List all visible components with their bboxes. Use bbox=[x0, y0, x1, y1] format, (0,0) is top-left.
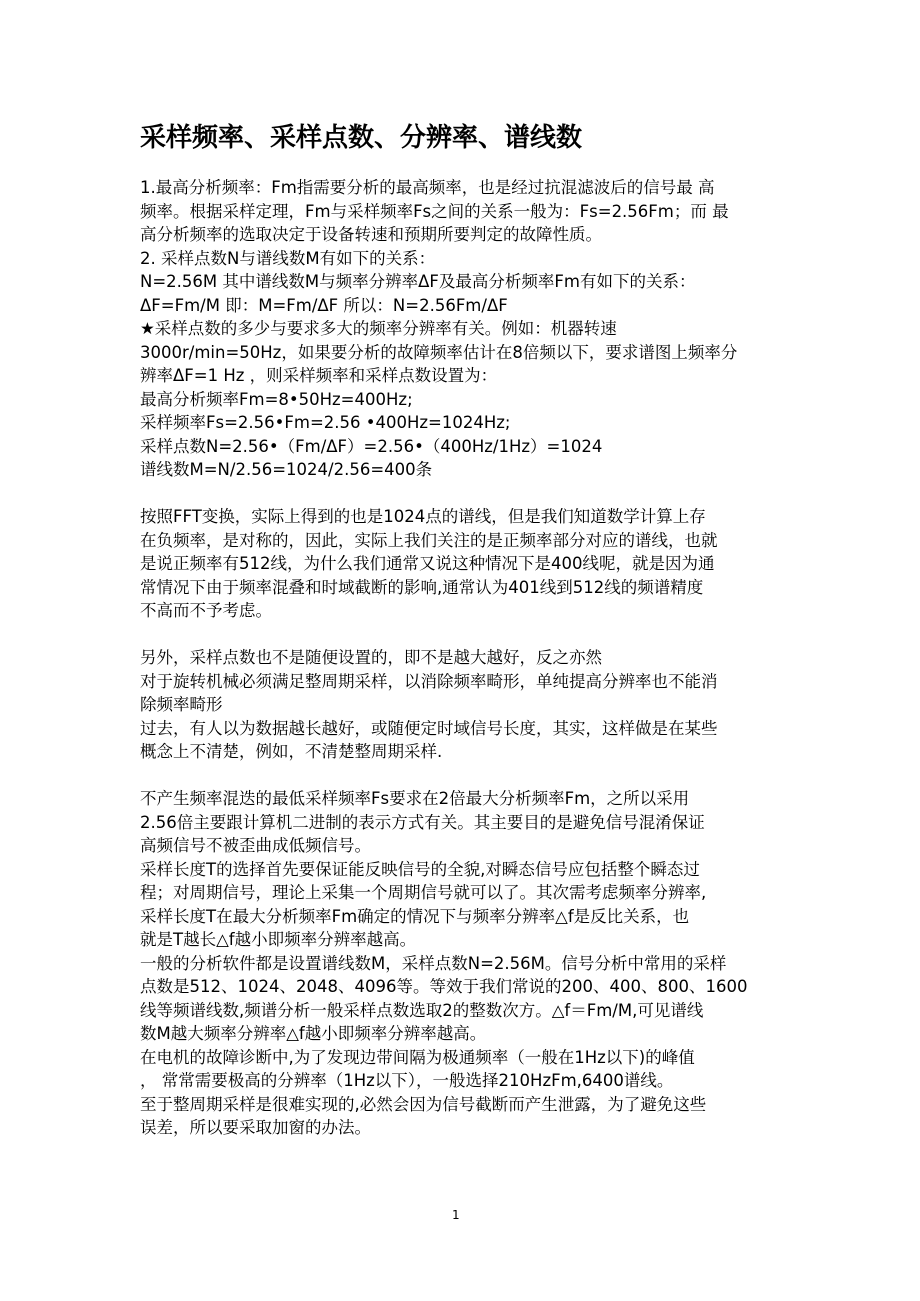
text-line: 过去，有人以为数据越长越好，或随便定时域信号长度，其实，这样做是在某些 bbox=[140, 718, 718, 738]
text-line: 辨率ΔF=1 Hz ，则采样频率和采样点数设置为： bbox=[140, 366, 498, 385]
text-line: 3000r/min=50Hz，如果要分析的故障频率估计在8倍频以下，要求谱图上频率分 bbox=[140, 342, 738, 362]
text-line: 程；对周期信号，理论上采集一个周期信号就可以了。其次需考虑频率分辨率, bbox=[140, 883, 707, 902]
text-line: 最高分析频率Fm=8•50Hz=400Hz; bbox=[140, 389, 413, 409]
text-line: 高频信号不被歪曲成低频信号。 bbox=[140, 836, 371, 855]
text-line: 线等频谱线数,频谱分析一般采样点数选取2的整数次方。△f＝Fm/M,可见谱线 bbox=[140, 1000, 704, 1020]
body-paragraphs bbox=[140, 176, 785, 1140]
text-line: 点数是512、1024、2048、4096等。等效于我们常说的200、400、800、1600 bbox=[140, 977, 748, 996]
paragraph-gap bbox=[140, 482, 785, 506]
text-line: 对于旋转机械必须满足整周期采样，以消除频率畸形，单纯提高分辨率也不能消 bbox=[140, 671, 718, 691]
text-line: N=2.56M 其中谱线数M与频率分辨率ΔF及最高分析频率Fm有如下的关系： bbox=[140, 272, 696, 291]
text-line: 就是T越长△f越小即频率分辨率越高。 bbox=[140, 930, 417, 949]
paragraph-gap bbox=[140, 764, 785, 788]
text-line: 一般的分析软件都是设置谱线数M，采样点数N=2.56M。信号分析中常用的采样 bbox=[140, 953, 727, 973]
text-line: 1.最高分析频率：Fm指需要分析的最高频率，也是经过抗混滤波后的信号最 高 bbox=[140, 178, 715, 197]
text-line: 不高而不予考虑。 bbox=[140, 601, 272, 620]
page-number: 1 bbox=[452, 1208, 460, 1222]
text-line: 数M越大频率分辨率△f越小即频率分辨率越高。 bbox=[140, 1024, 487, 1043]
text-line: ， 常常需要极高的分辨率（1Hz以下），一般选择210HzFm,6400谱线。 bbox=[140, 1071, 674, 1090]
text-line: 是说正频率有512线，为什么我们通常又说这种情况下是400线呢，就是因为通 bbox=[140, 554, 715, 573]
text-line: ΔF=Fm/M 即：M=Fm/ΔF 所以：N=2.56Fm/ΔF bbox=[140, 295, 508, 315]
text-line: 采样频率Fs=2.56•Fm=2.56 •400Hz=1024Hz; bbox=[140, 413, 511, 432]
text-line: 至于整周期采样是很难实现的,必然会因为信号截断而产生泄露，为了避免这些 bbox=[140, 1094, 707, 1114]
text-line: ★采样点数的多少与要求多大的频率分辨率有关。例如：机器转速 bbox=[140, 319, 617, 338]
text-line: 2.56倍主要跟计算机二进制的表示方式有关。其主要目的是避免信号混淆保证 bbox=[140, 812, 705, 832]
text-line: 误差，所以要采取加窗的办法。 bbox=[140, 1118, 371, 1137]
text-line: 采样点数N=2.56•（Fm/ΔF）=2.56•（400Hz/1Hz）=1024 bbox=[140, 436, 603, 456]
page-title: 采样频率、采样点数、分辨率、谱线数 bbox=[140, 123, 583, 153]
text-line: 概念上不清楚，例如，不清楚整周期采样. bbox=[140, 742, 443, 761]
paragraph-gap bbox=[140, 623, 785, 647]
text-line: 不产生频率混迭的最低采样频率Fs要求在2倍最大分析频率Fm，之所以采用 bbox=[140, 789, 690, 808]
text-line: 高分析频率的选取决定于设备转速和预期所要判定的故障性质。 bbox=[140, 225, 602, 244]
text-line: 常情况下由于频率混叠和时域截断的影响,通常认为401线到512线的频谱精度 bbox=[140, 577, 704, 597]
text-line: 采样长度T在最大分析频率Fm确定的情况下与频率分辨率△f是反比关系，也 bbox=[140, 906, 690, 926]
text-line: 在负频率，是对称的，因此，实际上我们关注的是正频率部分对应的谱线，也就 bbox=[140, 530, 718, 550]
text-line: 2. 采样点数N与谱线数M有如下的关系： bbox=[140, 248, 436, 268]
text-line: 除频率畸形 bbox=[140, 695, 223, 714]
text-line: 在电机的故障诊断中,为了发现边带间隔为极通频率（一般在1Hz以下)的峰值 bbox=[140, 1047, 695, 1067]
document-body bbox=[140, 176, 785, 1140]
text-line: 另外，采样点数也不是随便设置的，即不是越大越好，反之亦然 bbox=[140, 648, 602, 667]
text-line: 按照FFT变换，实际上得到的也是1024点的谱线，但是我们知道数学计算上存 bbox=[140, 507, 706, 526]
text-line: 采样长度T的选择首先要保证能反映信号的全貌,对瞬态信号应包括整个瞬态过 bbox=[140, 859, 700, 879]
text-line: 频率。根据采样定理，Fm与采样频率Fs之间的关系一般为：Fs=2.56Fm；而 最 bbox=[140, 201, 729, 221]
text-line: 谱线数M=N/2.56=1024/2.56=400条 bbox=[140, 460, 433, 479]
